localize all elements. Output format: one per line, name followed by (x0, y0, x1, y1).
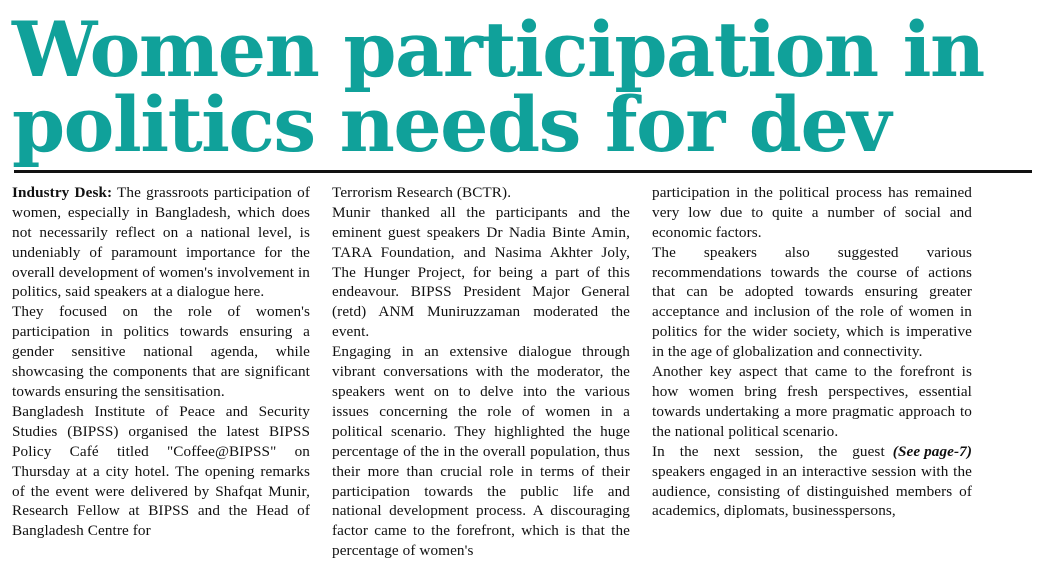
article-column-1 (12, 183, 332, 541)
paragraph-with-continuation (652, 442, 972, 522)
paragraph: Engaging in an extensive dialogue through vibrant conversations with the moderator, the speakers went on to delve into the various issues concerning the role of women in a political scenario. They highlighted the huge percentage of the in the overall population, thus their more than crucial role in terms of their participation towards the public life and national development process. A discouraging factor came to the forefront, which is that the percentage of women's (332, 343, 630, 560)
paragraph: The speakers also suggested various recommendations towards the course of actions that can be adopted towards ensuring greater acceptance and inclusion of the role of women in politics for the wider society, which is imperative in the age of globalization and connectivity. (652, 243, 972, 361)
headline-divider-rule (14, 170, 1032, 173)
article-columns (12, 183, 1034, 561)
headline-line-2: politics needs for dev (12, 79, 890, 169)
paragraph-text: In the next session, the guest speakers engaged in an interactive session with the audience, consisting of distinguished members of academics, diplomats, businesspersons, (652, 442, 972, 520)
paragraph: Munir thanked all the participants and the eminent guest speakers Dr Nadia Binte Amin, TARA Foundation, and Nasima Akhter Joly, The Hunger Project, for being a part of this endeavour. BIPSS President Major General (retd) ANM Muniruzzaman moderated the event. (332, 203, 630, 341)
paragraph (12, 183, 310, 302)
paragraph: participation in the political process has remained very low due to quite a number of social and economic factors. (652, 183, 972, 241)
article-column-3 (652, 183, 972, 521)
desk-kicker: Industry Desk: (12, 183, 113, 201)
paragraph: Bangladesh Institute of Peace and Security Studies (BIPSS) organised the latest BIPSS Policy Café titled "Coffee@BIPSS" on Thursday at a city hotel. The opening remarks of the event were delivered by Shafqat Munir, Research Fellow at BIPSS and the Head of Bangladesh Centre for (12, 402, 310, 540)
paragraph: They focused on the role of women's participation in politics towards ensuring a gender sensitive national agenda, while showcasing the components that are significant towards ensuring the sensitisation. (12, 303, 310, 400)
headline-line-1: Women participation in (12, 5, 984, 94)
paragraph: Another key aspect that came to the forefront is how women bring fresh perspectives, essential towards undertaking a more pragmatic approach to the national political scenario. (652, 363, 972, 440)
article-headline (12, 5, 1034, 169)
paragraph: Terrorism Research (BCTR). (332, 183, 512, 201)
continuation-note: (See page-7) (892, 442, 972, 460)
article-column-2 (332, 183, 652, 561)
paragraph-text: The grassroots participation of women, especially in Bangladesh, which does not necessarily reflect on a national level, is undeniably of paramount importance for the overall development of women's involvement in politics, said speakers at a dialogue here. (12, 183, 310, 301)
